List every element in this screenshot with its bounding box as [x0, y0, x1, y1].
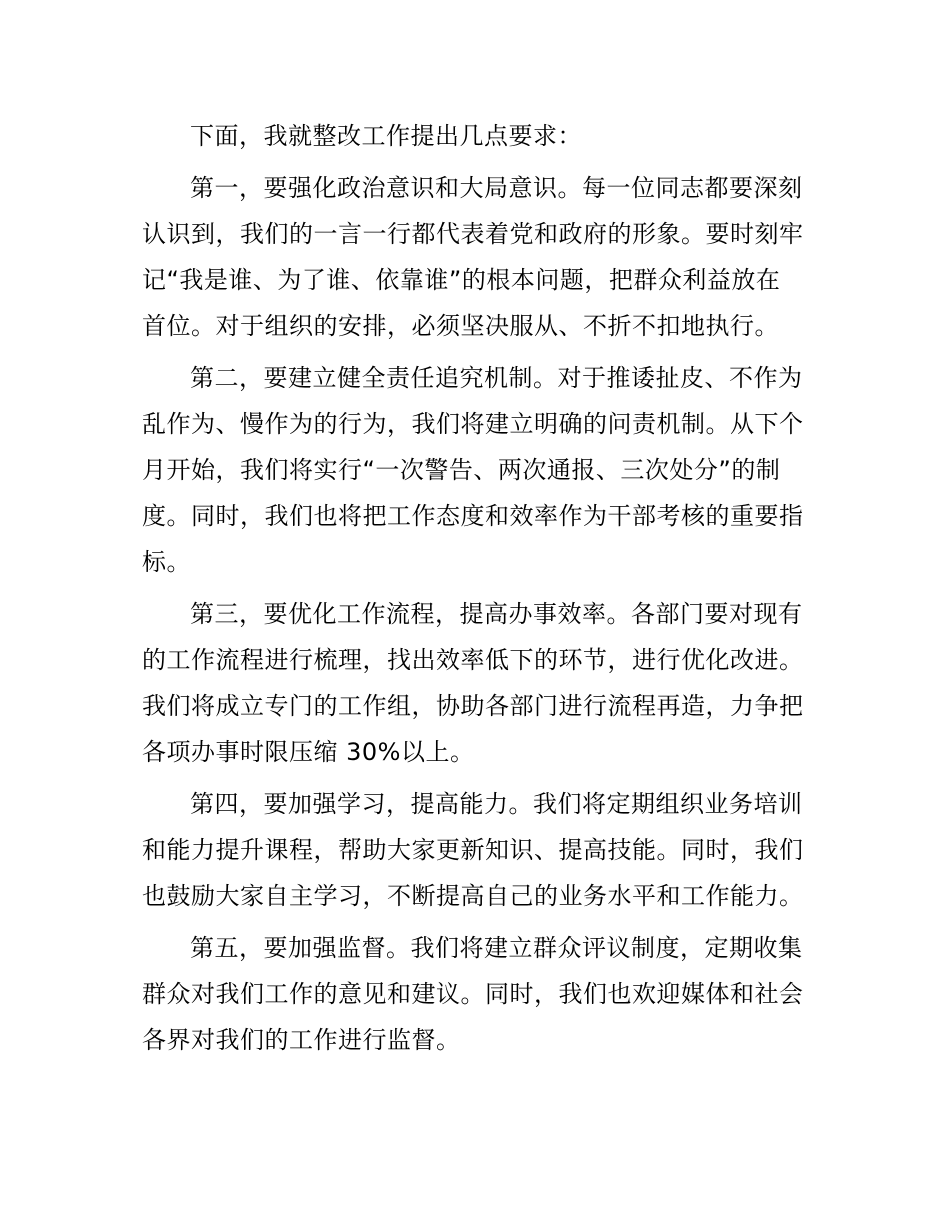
paragraph-line: 第二，要建立健全责任追究机制。对于推诿扯皮、不作为 — [190, 364, 803, 392]
paragraph-line: 记“我是谁、为了谁、依靠谁”的根本问题，把群众利益放在 — [142, 266, 781, 294]
paragraph-2 — [142, 355, 812, 585]
paragraph-line: 首位。对于组织的安排，必须坚决服从、不折不扣地执行。 — [142, 312, 779, 340]
paragraph-line: 第一，要强化政治意识和大局意识。每一位同志都要深刻 — [190, 174, 803, 202]
paragraph-1 — [142, 165, 812, 349]
paragraph-3 — [142, 591, 812, 775]
paragraph-line: 的工作流程进行梳理，找出效率低下的环节，进行优化改进。 — [142, 646, 804, 674]
document-body — [142, 113, 812, 1069]
paragraph-line: 和能力提升课程，帮助大家更新知识、提高技能。同时，我们 — [142, 836, 804, 864]
paragraph-line: 第四，要加强学习，提高能力。我们将定期组织业务培训 — [190, 790, 803, 818]
paragraph-line: 标。 — [142, 548, 191, 576]
paragraph-5 — [142, 925, 812, 1063]
paragraph-line: 度。同时，我们也将把工作态度和效率作为干部考核的重要指 — [142, 502, 804, 530]
paragraph-line: 各界对我们的工作进行监督。 — [142, 1026, 461, 1054]
intro-paragraph — [142, 113, 812, 159]
paragraph-line: 第五，要加强监督。我们将建立群众评议制度，定期收集 — [190, 934, 803, 962]
paragraph-line: 群众对我们工作的意见和建议。同时，我们也欢迎媒体和社会 — [142, 980, 804, 1008]
intro-line: 下面，我就整改工作提出几点要求： — [190, 122, 582, 150]
paragraph-4 — [142, 781, 812, 919]
paragraph-line: 乱作为、慢作为的行为，我们将建立明确的问责机制。从下个 — [142, 410, 804, 438]
paragraph-line: 认识到，我们的一言一行都代表着党和政府的形象。要时刻牢 — [142, 220, 804, 248]
paragraph-line: 月开始，我们将实行“一次警告、两次通报、三次处分”的制 — [142, 456, 781, 484]
paragraph-line: 也鼓励大家自主学习，不断提高自己的业务水平和工作能力。 — [142, 882, 804, 910]
paragraph-line: 我们将成立专门的工作组，协助各部门进行流程再造，力争把 — [142, 692, 804, 720]
paragraph-line: 各项办事时限压缩 30%以上。 — [142, 738, 475, 766]
paragraph-line: 第三，要优化工作流程，提高办事效率。各部门要对现有 — [190, 600, 803, 628]
